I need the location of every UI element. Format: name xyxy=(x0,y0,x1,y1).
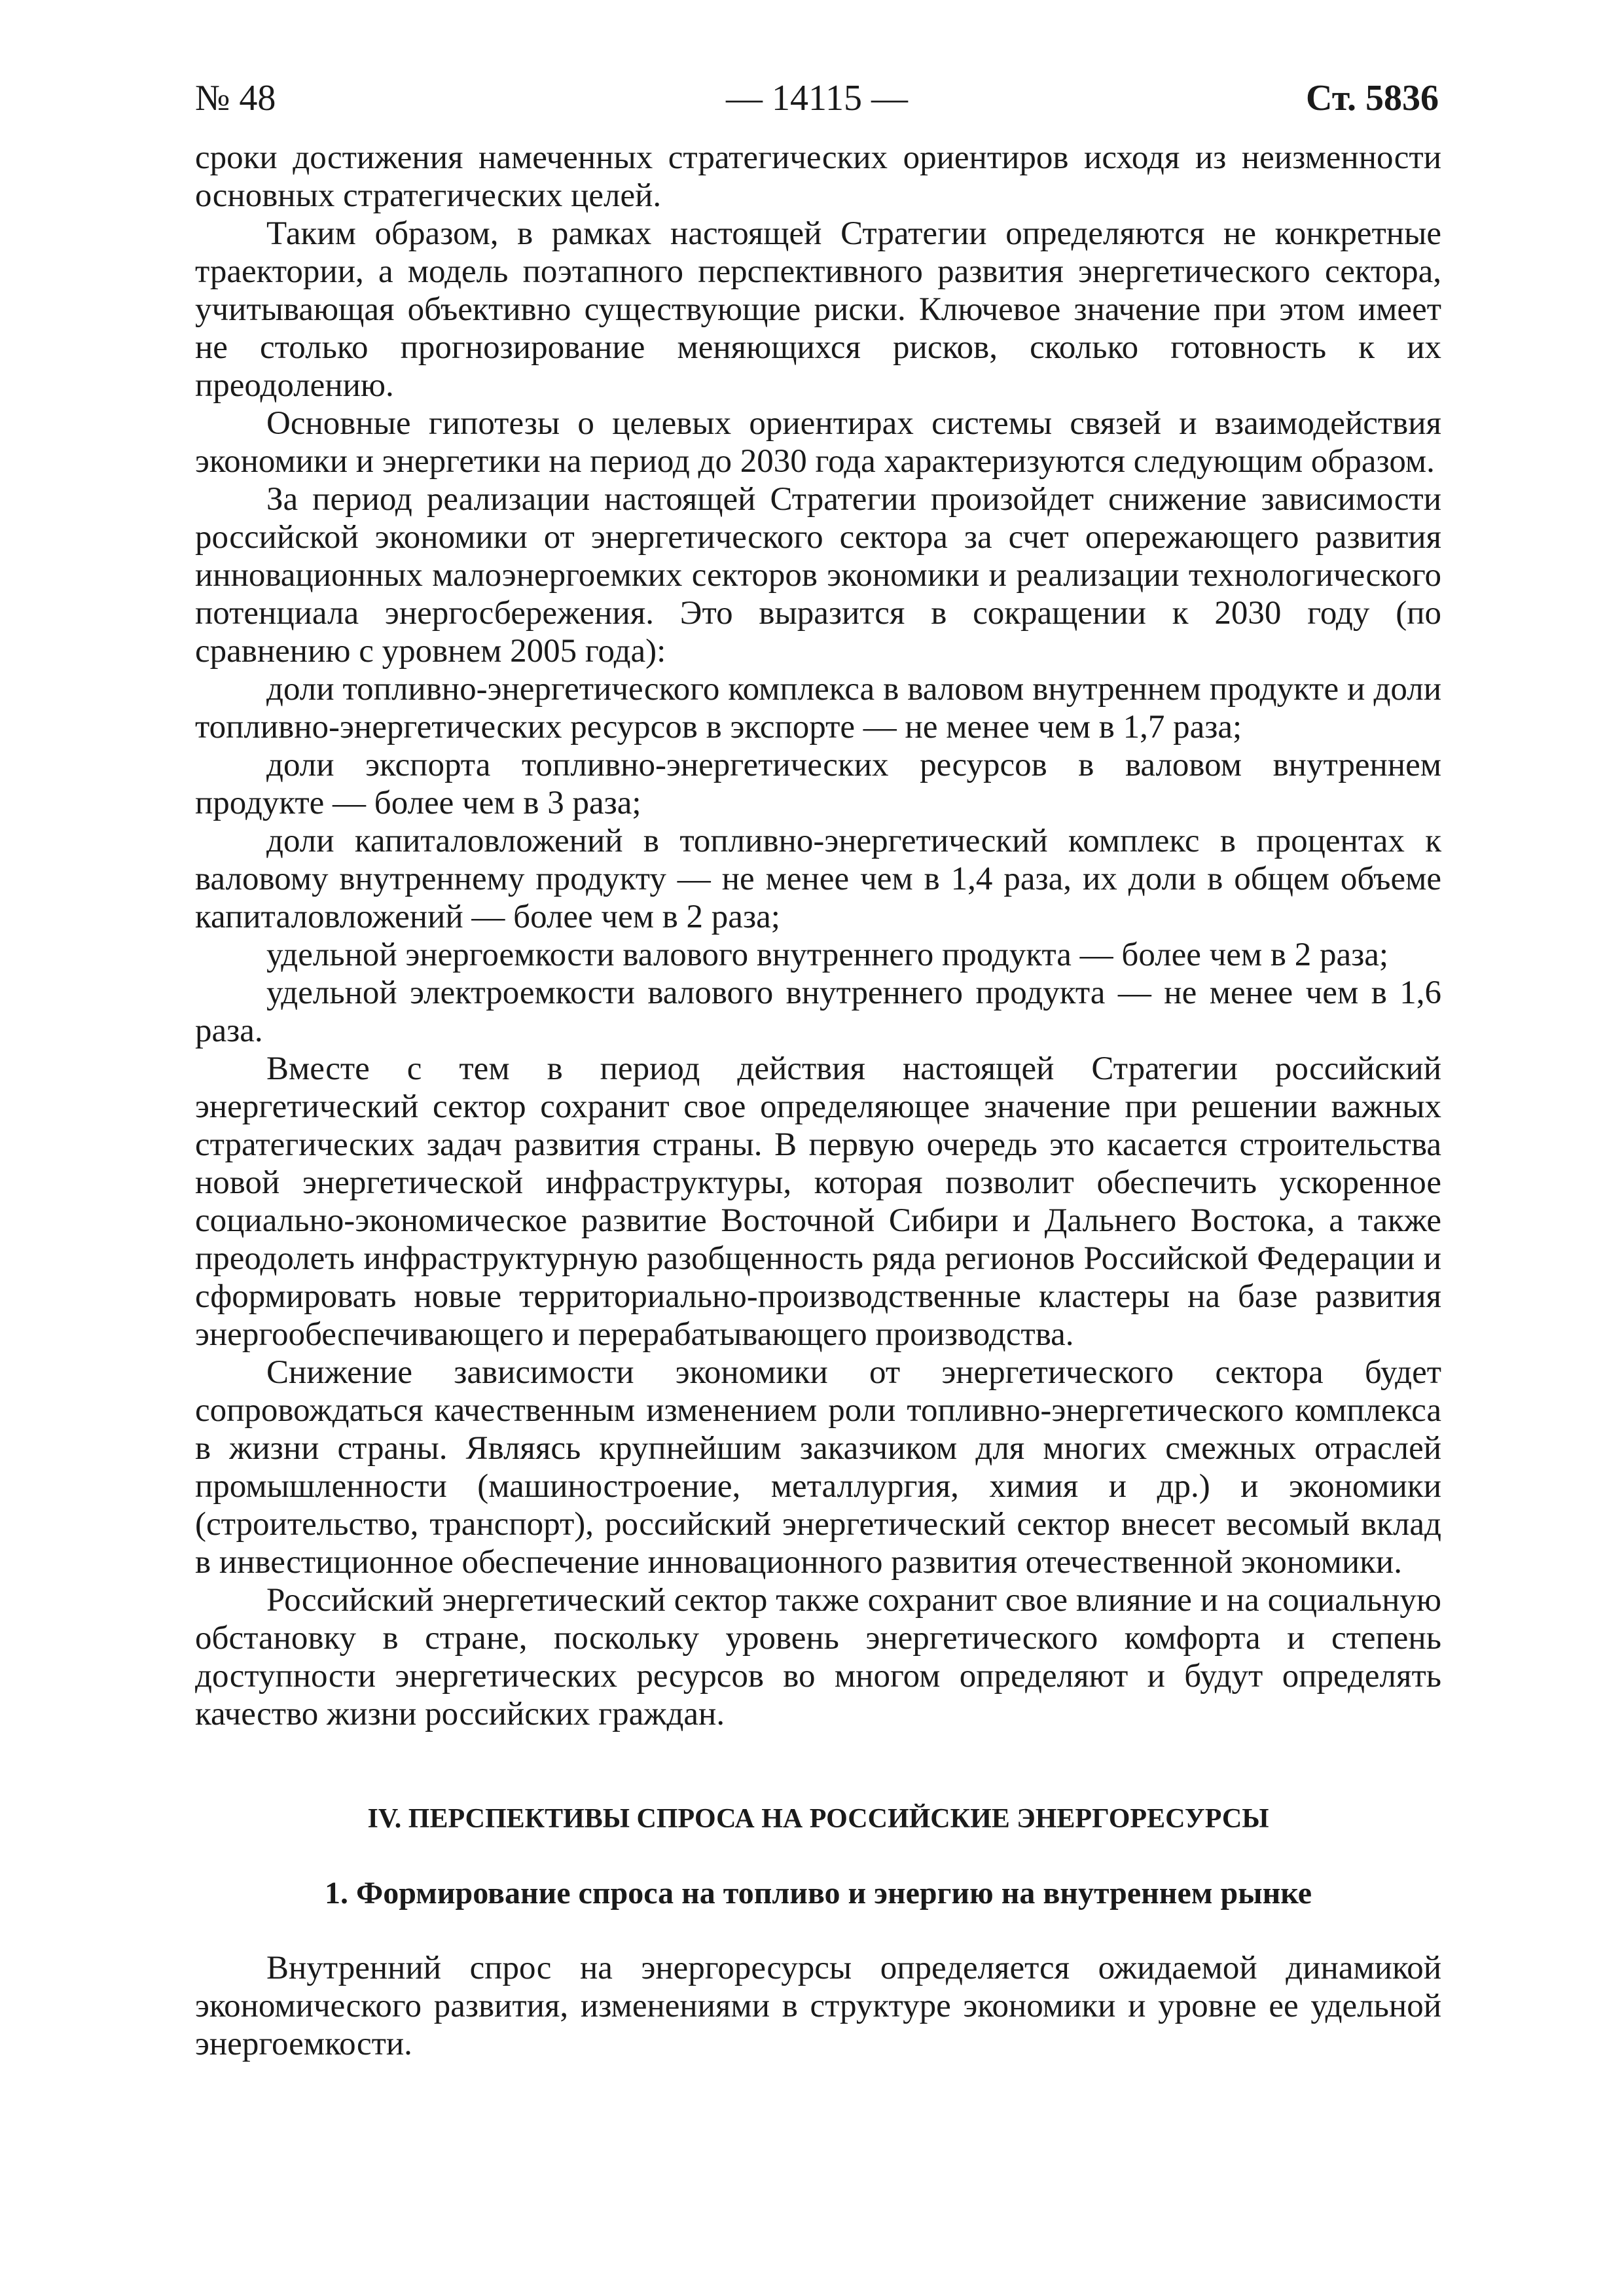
paragraph: Снижение зависимости экономики от энергетического сектора будет сопровождаться качественным изменением роли топливно-энергетического комплекса в жизни страны. Являясь крупнейшим заказчиком для многих смежных отраслей промышленности (машиностроение, металлургия, химия и др.) и экономики (строительство, транспорт), российский энергетический сектор внесет весомый вклад в инвестиционное обеспечение инновационного развития отечественной экономики. xyxy=(195,1354,1441,1581)
paragraph: Таким образом, в рамках настоящей Стратегии определяются не конкретные траектории, а модель поэтапного перспективного развития энергетического сектора, учитывающая объективно существующие риски. Ключевое значение при этом имеет не столько прогнозирование меняющихся рисков, сколько готовность к их преодолению. xyxy=(195,215,1441,404)
section-title: IV. ПЕРСПЕКТИВЫ СПРОСА НА РОССИЙСКИЕ ЭНЕРГОРЕСУРСЫ xyxy=(367,1804,1269,1834)
article-number: Ст. 5836 xyxy=(1306,78,1439,118)
paragraph: Российский энергетический сектор также сохранит свое влияние и на социальную обстановку в стране, поскольку уровень энергетического комфорта и степень доступности энергетических ресурсов во многом определяют и будут определять качество жизни российских граждан. xyxy=(195,1582,1441,1732)
issue-number: № 48 xyxy=(195,78,276,118)
page-header xyxy=(195,72,1439,124)
paragraph: Вместе с тем в период действия настоящей Стратегии российский энергетический сектор сохранит свое определяющее значение при решении важных стратегических задач развития страны. В первую очередь это касается строительства новой энергетической инфраструктуры, которая позволит обеспечить ускоренное социально-экономическое развитие Восточной Сибири и Дальнего Востока, а также преодолеть инфраструктурную разобщенность ряда регионов Российской Федерации и сформировать новые территориально-производственные кластеры на базе развития энергообеспечивающего и перерабатывающего производства. xyxy=(195,1050,1441,1353)
list-item: доли капиталовложений в топливно-энергетический комплекс в процентах к валовому внутреннему продукту — не менее чем в 1,4 раза, их доли в общем объеме капиталовложений — более чем в 2 раза; xyxy=(195,823,1441,935)
paragraph: Основные гипотезы о целевых ориентирах системы связей и взаимодействия экономики и энергетики на период до 2030 года характеризуются следующим образом. xyxy=(195,405,1441,480)
paragraph: сроки достижения намеченных стратегических ориентиров исходя из неизменности основных стратегических целей. xyxy=(195,139,1441,214)
subsection-title: 1. Формирование спроса на топливо и энергию на внутреннем рынке xyxy=(324,1876,1312,1910)
paragraph: За период реализации настоящей Стратегии произойдет снижение зависимости российской экономики от энергетического сектора за счет опережающего развития инновационных малоэнергоемких секторов экономики и реализации технологического потенциала энергосбережения. Это выразится в сокращении к 2030 году (по сравнению с уровнем 2005 года): xyxy=(195,481,1441,670)
list-item: удельной энергоемкости валового внутреннего продукта — более чем в 2 раза; xyxy=(266,937,1389,973)
list-item: доли экспорта топливно-энергетических ресурсов в валовом внутреннем продукте — более чем в 3 раза; xyxy=(195,747,1441,821)
paragraph: Внутренний спрос на энергоресурсы определяется ожидаемой динамикой экономического развития, изменениями в структуре экономики и уровне ее удельной энергоемкости. xyxy=(195,1950,1441,2062)
document-body xyxy=(195,139,1441,2063)
list-item: удельной электроемкости валового внутреннего продукта — не менее чем в 1,6 раза. xyxy=(195,975,1441,1049)
list-item: доли топливно-энергетического комплекса в валовом внутреннем продукте и доли топливно-энергетических ресурсов в экспорте — не менее чем в 1,7 раза; xyxy=(195,671,1441,745)
page-number: — 14115 — xyxy=(726,78,908,118)
